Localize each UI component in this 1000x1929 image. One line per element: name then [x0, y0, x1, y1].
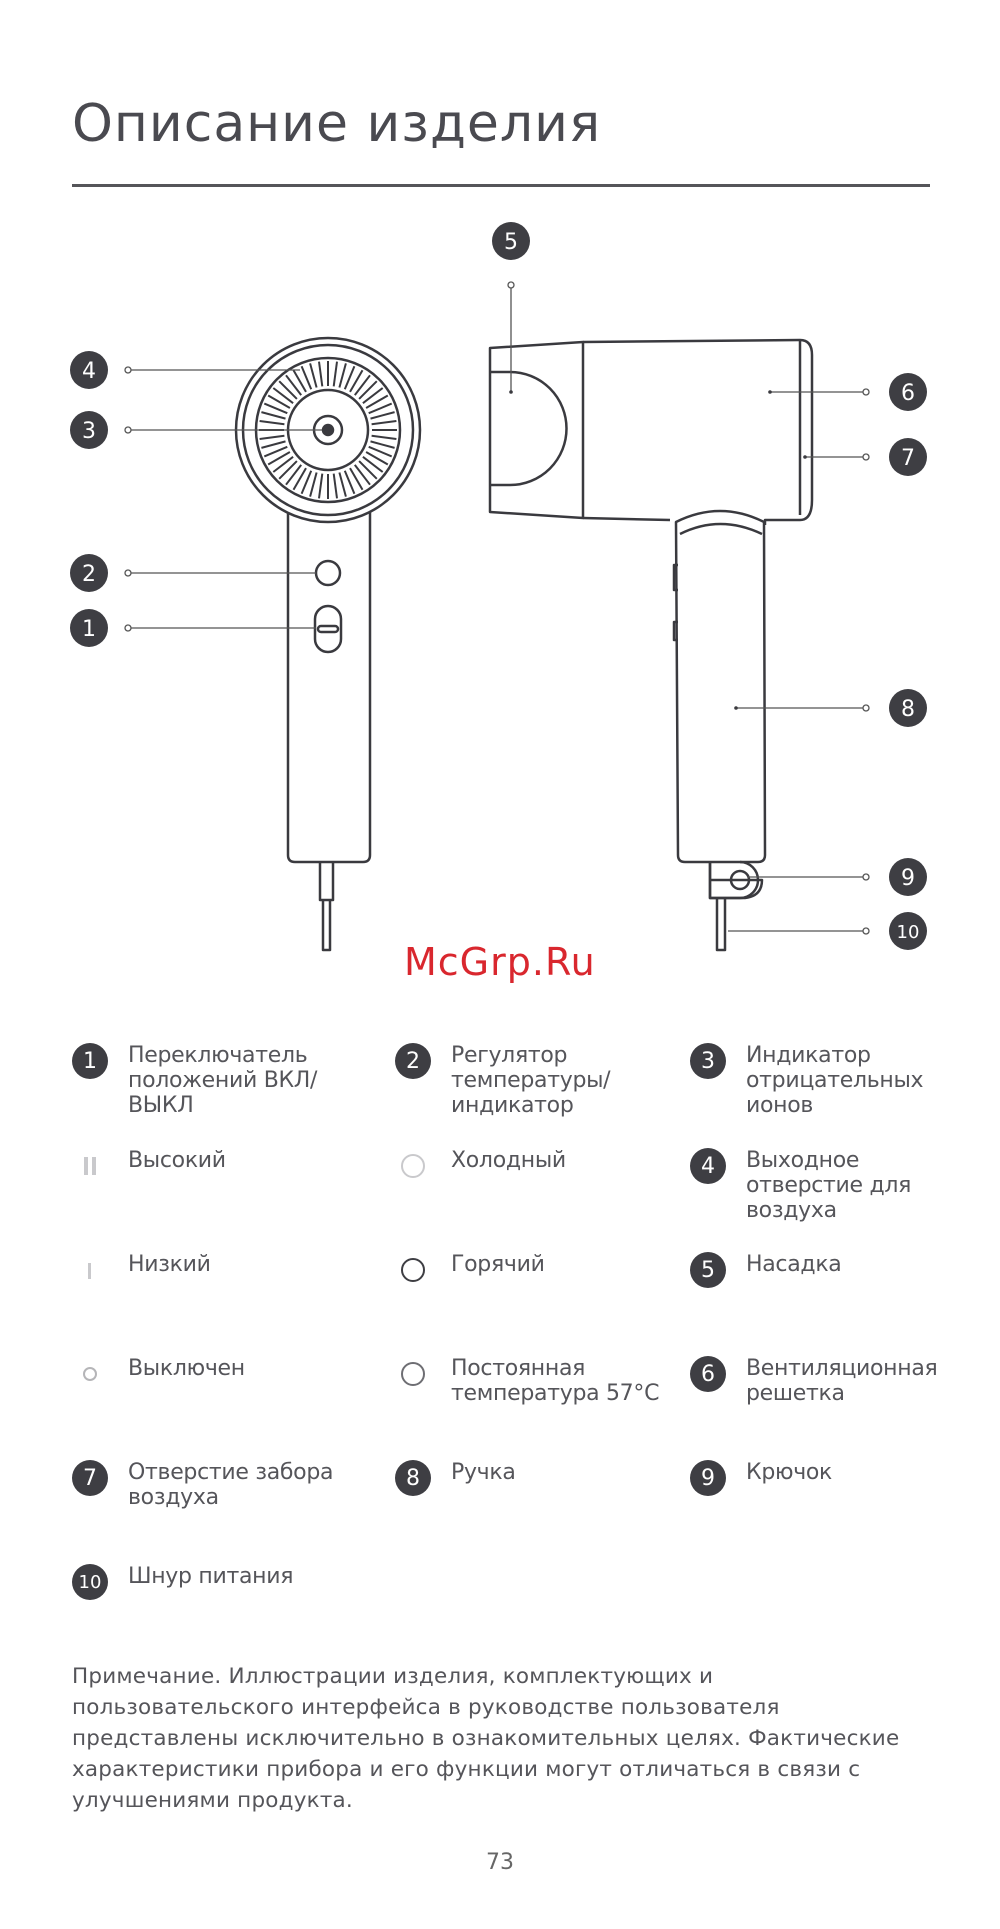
legend-item-8 [395, 1460, 671, 1496]
legend-label-10: Шнур питания [128, 1564, 294, 1589]
legend-high [72, 1148, 348, 1184]
double-bar-icon [72, 1148, 108, 1184]
svg-text:10: 10 [896, 922, 920, 943]
legend-label-1: Переключатель положений ВКЛ/ ВЫКЛ [128, 1043, 318, 1118]
legend-label-constant: Постоянная температура 57°C [451, 1356, 660, 1406]
legend-label-2: Регулятор температуры/ индикатор [451, 1043, 611, 1118]
legend-label-3: Индикатор отрицательных ионов [746, 1043, 924, 1118]
badge-1: 1 [72, 1043, 108, 1079]
legend-label-cold: Холодный [451, 1148, 566, 1173]
badge-9: 9 [690, 1460, 726, 1496]
single-bar-icon [72, 1252, 108, 1288]
legend-hot [395, 1252, 671, 1288]
circle-dark-icon [395, 1252, 431, 1288]
legend-label-6: Вентиляционная решетка [746, 1356, 938, 1406]
legend-item-1 [72, 1043, 348, 1118]
badge-10: 10 [72, 1564, 108, 1600]
title-divider [72, 184, 930, 187]
callout-10 [889, 912, 927, 950]
badge-4: 4 [690, 1148, 726, 1184]
watermark: McGrp.Ru [404, 940, 596, 984]
badge-3: 3 [690, 1043, 726, 1079]
svg-text:4: 4 [82, 359, 96, 384]
callout-7 [889, 438, 927, 476]
badge-8: 8 [395, 1460, 431, 1496]
svg-text:2: 2 [82, 562, 96, 587]
legend-label-8: Ручка [451, 1460, 516, 1485]
legend-label-5: Насадка [746, 1252, 842, 1277]
svg-text:3: 3 [82, 419, 96, 444]
legend-item-10 [72, 1564, 348, 1600]
badge-5: 5 [690, 1252, 726, 1288]
callout-9 [889, 858, 927, 896]
legend-off [72, 1356, 348, 1392]
legend-item-6 [690, 1356, 966, 1406]
side-view-dryer [490, 340, 812, 950]
callout-3 [70, 411, 108, 449]
svg-text:6: 6 [901, 381, 915, 406]
badge-6: 6 [690, 1356, 726, 1392]
legend-item-4 [690, 1148, 966, 1223]
legend-label-9: Крючок [746, 1460, 833, 1485]
badge-2: 2 [395, 1043, 431, 1079]
legend-item-2 [395, 1043, 671, 1118]
svg-text:7: 7 [901, 446, 915, 471]
svg-text:5: 5 [504, 230, 518, 255]
hair-dryer-diagram [0, 210, 1000, 970]
legend-label-hot: Горячий [451, 1252, 545, 1277]
legend-constant [395, 1356, 671, 1406]
small-circle-icon [72, 1356, 108, 1392]
callout-4 [70, 351, 108, 389]
page-title: Описание изделия [72, 94, 602, 154]
legend-label-high: Высокий [128, 1148, 226, 1173]
callout-8 [889, 689, 927, 727]
legend-cold [395, 1148, 671, 1184]
page-number: 73 [486, 1850, 514, 1875]
callout-6 [889, 373, 927, 411]
legend-label-low: Низкий [128, 1252, 211, 1277]
svg-text:9: 9 [901, 866, 915, 891]
legend-item-9 [690, 1460, 966, 1496]
legend-label-off: Выключен [128, 1356, 245, 1381]
circle-medium-icon [395, 1356, 431, 1392]
legend-low [72, 1252, 348, 1288]
legend-item-3 [690, 1043, 966, 1118]
callout-1 [70, 609, 108, 647]
svg-text:1: 1 [82, 617, 96, 642]
callout-5 [492, 222, 530, 260]
legend-item-5 [690, 1252, 966, 1288]
legend-label-7: Отверстие забора воздуха [128, 1460, 334, 1510]
badge-7: 7 [72, 1460, 108, 1496]
callout-2 [70, 554, 108, 592]
legend-label-4: Выходное отверстие для воздуха [746, 1148, 912, 1223]
legend-item-7 [72, 1460, 348, 1510]
circle-light-icon [395, 1148, 431, 1184]
disclaimer-note: Примечание. Иллюстрации изделия, комплектующих и пользовательского интерфейса в руководстве пользователя представлены исключительно в ознакомительных целях. Фактические характеристики прибора и его функции могут отличаться в связи с улучшениями продукта. [72, 1664, 900, 1813]
svg-text:8: 8 [901, 697, 915, 722]
